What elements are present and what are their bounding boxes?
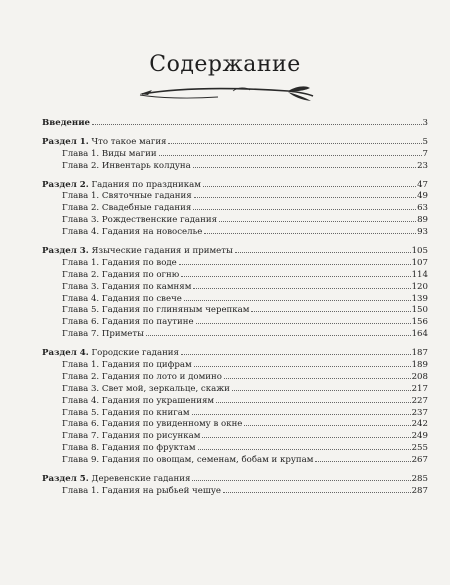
- dot-leader: [232, 390, 411, 391]
- page-number: 164: [411, 329, 428, 340]
- section-number: Раздел 2.: [42, 179, 89, 190]
- dot-leader: [223, 492, 411, 493]
- section-title: Гадания по праздникам: [91, 179, 201, 190]
- toc-section-row[interactable]: [42, 246, 428, 258]
- toc-chapter-row[interactable]: [42, 443, 428, 455]
- page-number: 105: [411, 246, 428, 257]
- dot-leader: [196, 323, 411, 324]
- section-gap: [42, 341, 428, 348]
- page-number: 89: [417, 215, 428, 226]
- toc-chapter-row[interactable]: [42, 270, 428, 282]
- toc-chapter-row[interactable]: [42, 384, 428, 396]
- toc-section-row[interactable]: [42, 180, 428, 192]
- dot-leader: [315, 461, 410, 462]
- toc-chapter-row[interactable]: [42, 203, 428, 215]
- dot-leader: [179, 264, 411, 265]
- chapter-title: Глава 1. Виды магии: [62, 148, 157, 159]
- toc-chapter-row[interactable]: [42, 258, 428, 270]
- dot-leader: [92, 124, 422, 125]
- section-title: Языческие гадания и приметы: [91, 246, 233, 257]
- chapter-title: Глава 5. Гадания по книгам: [62, 407, 190, 418]
- page-number: 49: [417, 191, 428, 202]
- chapter-title: Глава 3. Рождественские гадания: [62, 215, 218, 226]
- toc-chapter-row[interactable]: [42, 419, 428, 431]
- page-number: 23: [417, 160, 428, 171]
- toc-section-row[interactable]: [42, 474, 428, 486]
- page-number: 187: [411, 348, 428, 359]
- chapter-title: Глава 6. Гадания по паутине: [62, 317, 194, 328]
- chapter-title: Глава 8. Гадания по фруктам: [62, 443, 196, 454]
- dot-leader: [184, 300, 411, 301]
- dot-leader: [251, 311, 410, 312]
- dot-leader: [159, 155, 422, 156]
- page-number: 285: [411, 474, 428, 485]
- chapter-title: Глава 7. Приметы: [62, 329, 144, 340]
- page-number: 47: [417, 179, 428, 190]
- section-gap: [42, 173, 428, 180]
- toc-section-row[interactable]: [42, 348, 428, 360]
- dot-leader: [194, 366, 411, 367]
- toc-chapter-row[interactable]: [42, 486, 428, 498]
- dot-leader: [219, 221, 416, 222]
- chapter-title: Глава 2. Инвентарь колдуна: [62, 160, 191, 171]
- chapter-title: Глава 3. Гадания по камням: [62, 281, 192, 292]
- toc-chapter-row[interactable]: [42, 408, 428, 420]
- toc-chapter-row[interactable]: [42, 396, 428, 408]
- dot-leader: [224, 378, 411, 379]
- dot-leader: [216, 402, 411, 403]
- page-number: 107: [411, 257, 428, 268]
- page-number: 139: [411, 293, 428, 304]
- dot-leader: [192, 414, 411, 415]
- dot-leader: [244, 425, 410, 426]
- toc-chapter-row[interactable]: [42, 215, 428, 227]
- chapter-title: Глава 1. Гадания по воде: [62, 257, 177, 268]
- chapter-title: Глава 4. Гадания по свече: [62, 293, 182, 304]
- chapter-title: Глава 2. Гадания по лото и домино: [62, 371, 222, 382]
- section-gap: [42, 130, 428, 137]
- page-number: 227: [411, 395, 428, 406]
- page-number: 93: [417, 227, 428, 238]
- chapter-title: Глава 5. Гадания по глиняным черепкам: [62, 305, 250, 316]
- page-number: 63: [417, 203, 428, 214]
- dot-leader: [146, 335, 411, 336]
- chapter-title: Глава 3. Свет мой, зеркальце, скажи: [62, 383, 230, 394]
- page-number: 287: [411, 485, 428, 496]
- page-number: 267: [411, 455, 428, 466]
- chapter-title: Глава 6. Гадания по увиденному в окне: [62, 419, 243, 430]
- section-number: Раздел 5.: [42, 474, 89, 485]
- section-number: Раздел 4.: [42, 348, 89, 359]
- section-gap: [42, 467, 428, 474]
- section-title: Что такое магия: [91, 136, 167, 147]
- section-title: Городские гадания: [91, 348, 179, 359]
- dot-leader: [168, 143, 421, 144]
- toc-intro-row[interactable]: [42, 118, 428, 130]
- page-number: 5: [422, 136, 428, 147]
- chapter-title: Глава 1. Гадания по цифрам: [62, 360, 192, 371]
- section-number: Раздел 3.: [42, 246, 89, 257]
- toc-chapter-row[interactable]: [42, 191, 428, 203]
- chapter-title: Глава 9. Гадания по овощам, семенам, бобам и крупам: [62, 455, 314, 466]
- section-number: Раздел 1.: [42, 136, 89, 147]
- page-number: 255: [411, 443, 428, 454]
- chapter-title: Глава 1. Гадания на рыбьей чешуе: [62, 485, 221, 496]
- dot-leader: [194, 197, 416, 198]
- intro-label: Введение: [42, 118, 91, 128]
- dot-leader: [192, 480, 410, 481]
- ornament-divider-icon: [138, 82, 316, 104]
- page-title: Содержание: [149, 52, 301, 77]
- toc-chapter-row[interactable]: [42, 305, 428, 317]
- section-title: Деревенские гадания: [91, 474, 191, 485]
- page-number: 114: [411, 269, 428, 280]
- page-number: 217: [411, 383, 428, 394]
- chapter-title: Глава 1. Святочные гадания: [62, 191, 192, 202]
- toc-chapter-row[interactable]: [42, 329, 428, 341]
- table-of-contents: [42, 118, 428, 498]
- toc-chapter-row[interactable]: [42, 455, 428, 467]
- section-gap: [42, 239, 428, 246]
- toc-chapter-row[interactable]: [42, 317, 428, 329]
- toc-chapter-row[interactable]: [42, 360, 428, 372]
- page-number: 208: [411, 371, 428, 382]
- toc-chapter-row[interactable]: [42, 294, 428, 306]
- page-number: 249: [411, 431, 428, 442]
- chapter-title: Глава 2. Свадебные гадания: [62, 203, 192, 214]
- dot-leader: [198, 449, 411, 450]
- toc-chapter-row[interactable]: [42, 161, 428, 173]
- dot-leader: [203, 186, 416, 187]
- chapter-title: Глава 4. Гадания по украшениям: [62, 395, 215, 406]
- page-number: 7: [422, 148, 428, 159]
- chapter-title: Глава 4. Гадания на новоселье: [62, 227, 203, 238]
- chapter-title: Глава 2. Гадания по огню: [62, 269, 180, 280]
- dot-leader: [193, 288, 410, 289]
- chapter-title: Глава 7. Гадания по рисункам: [62, 431, 201, 442]
- dot-leader: [193, 209, 416, 210]
- toc-chapter-row[interactable]: [42, 431, 428, 443]
- dot-leader: [204, 233, 416, 234]
- dot-leader: [181, 276, 410, 277]
- toc-section-row[interactable]: [42, 137, 428, 149]
- page-number: 242: [411, 419, 428, 430]
- page-number: 150: [411, 305, 428, 316]
- page-number: 156: [411, 317, 428, 328]
- page-number: 3: [422, 118, 428, 128]
- toc-chapter-row[interactable]: [42, 149, 428, 161]
- page-number: 120: [411, 281, 428, 292]
- toc-chapter-row[interactable]: [42, 227, 428, 239]
- page-number: 189: [411, 360, 428, 371]
- dot-leader: [202, 437, 410, 438]
- dot-leader: [193, 167, 416, 168]
- dot-leader: [235, 252, 411, 253]
- toc-chapter-row[interactable]: [42, 372, 428, 384]
- page-number: 237: [411, 407, 428, 418]
- dot-leader: [181, 354, 411, 355]
- toc-chapter-row[interactable]: [42, 282, 428, 294]
